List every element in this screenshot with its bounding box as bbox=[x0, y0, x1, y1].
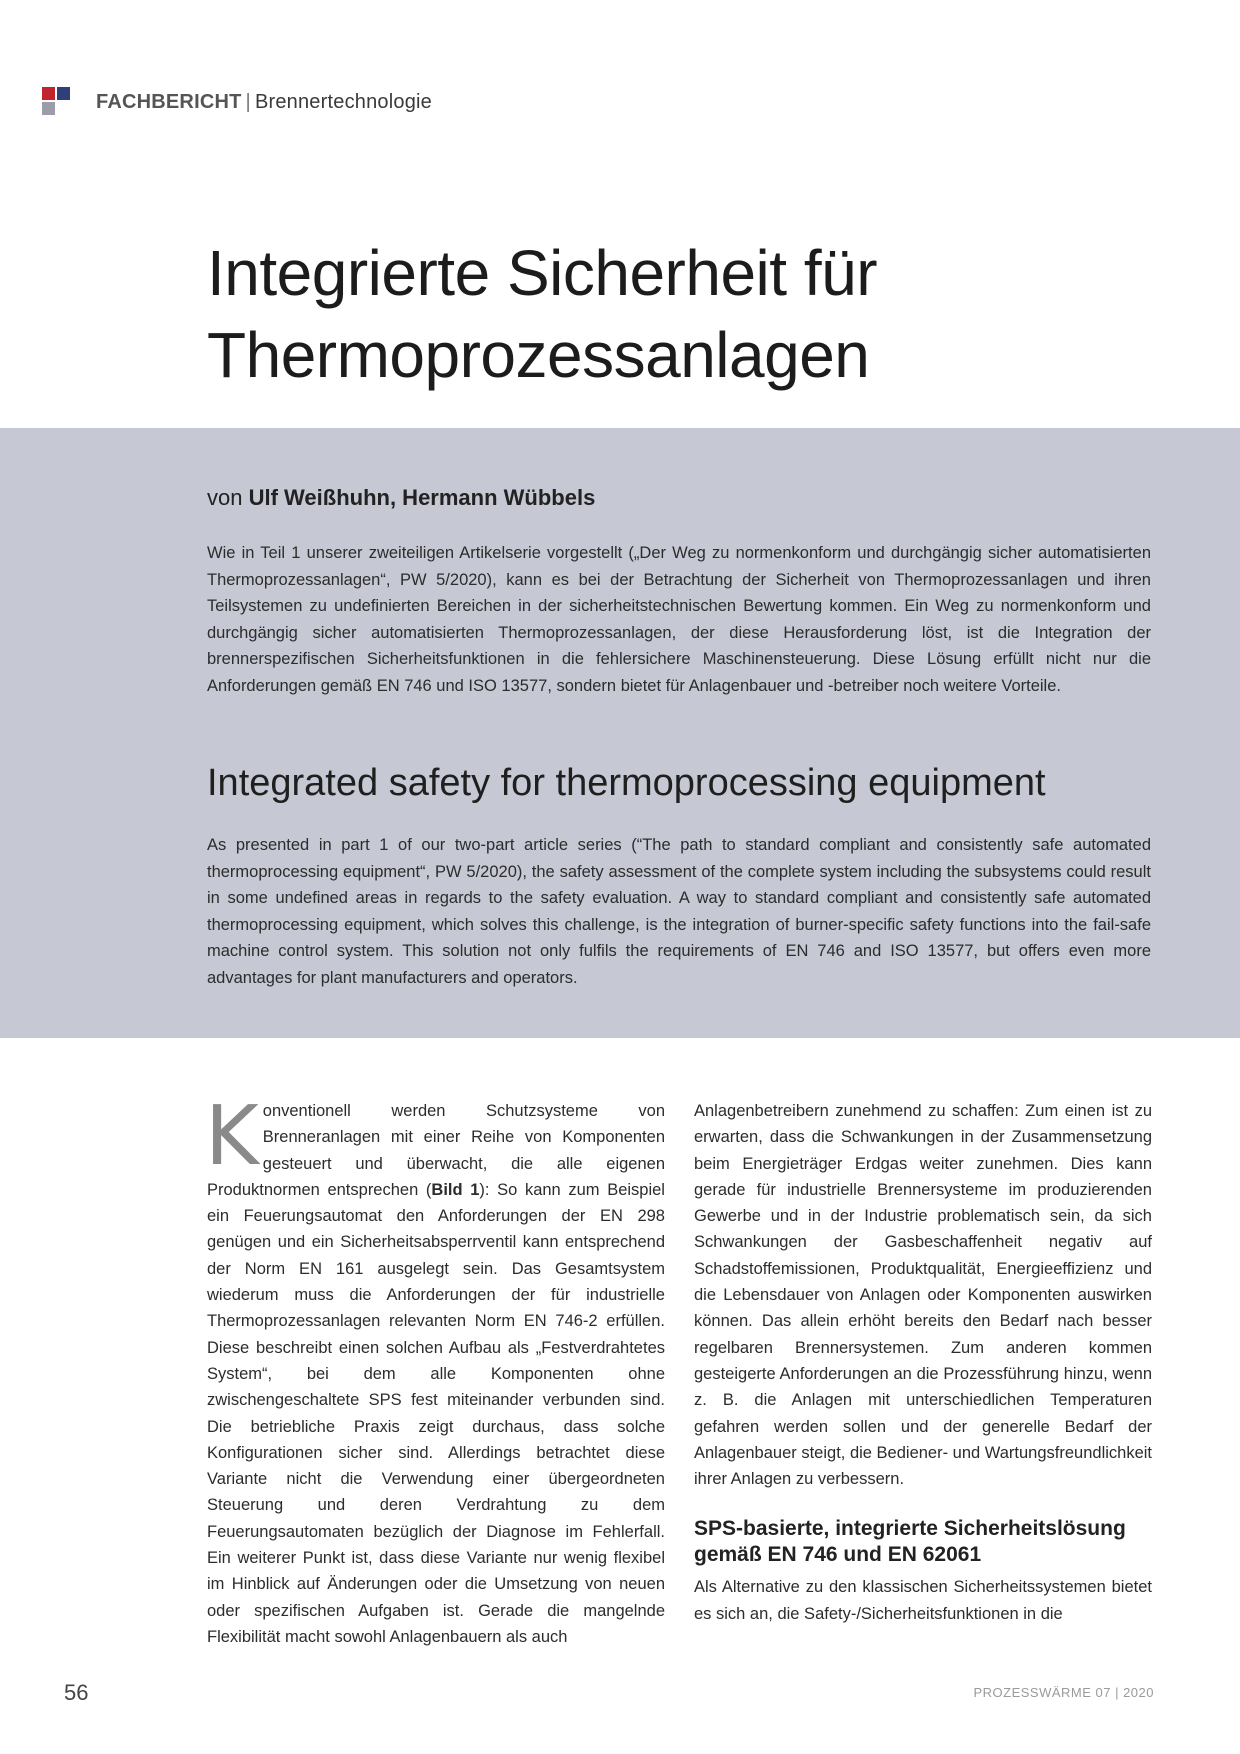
drop-cap: K bbox=[205, 1089, 259, 1184]
logo-red-square bbox=[42, 87, 55, 100]
footer-magazine-issue: PROZESSWÄRME 07 | 2020 bbox=[973, 1685, 1154, 1700]
section-topic: Brennertechnologie bbox=[254, 90, 432, 113]
body-paragraph-continued: Anlagenbetreibern zunehmend zu schaffen: Zum einen ist zu erwarten, dass die Schwankungen in der Zusammensetzung beim Energieträger Erdgas weiter zunehmen. Dies kann gerade für industrielle Brennersysteme im produzierenden Gewerbe und in der Industrie problematisch sein, da sich Schwankungen der Gasbeschaffenheit negativ auf Schadstoffemissionen, Produktqualität, Energieeffizienz und die Lebensdauer von Anlagen oder Komponenten auswirken können. Das allein erhöht bereits den Bedarf nach besser regelbaren Brennersystemen. Zum anderen kommen gesteigerte Anforderungen an die Prozessführung hinzu, wenn z. B. die Anlagen mit unterschiedlichen Temperaturen gefahren werden sollen und der generelle Bedarf der Anlagenbauer steigt, die Bediener- und Wartungsfreundlichkeit ihrer Anlagen zu verbessern. bbox=[694, 1102, 1153, 1489]
body-paragraph-intro bbox=[205, 1089, 665, 1650]
article-title-en: Integrated safety for thermoprocessing equipment bbox=[207, 762, 1046, 804]
page-number: 56 bbox=[64, 1680, 89, 1705]
authors-prefix: von bbox=[207, 485, 243, 510]
authors-names: Ulf Weißhuhn, Hermann Wübbels bbox=[248, 485, 596, 510]
body-column-left bbox=[205, 1089, 665, 1650]
body-column-right bbox=[694, 1098, 1152, 1627]
article-title-de: Integrierte Sicherheit für Thermoprozessanlagen bbox=[207, 237, 877, 391]
body-text-1: onventionell werden Schutzsysteme von Brenneranlagen mit einer Reihe von Komponenten gesteuert und überwacht, die alle eigenen Produktnormen entsprechen ( bbox=[207, 1102, 665, 1199]
section-category: FACHBERICHT bbox=[96, 90, 242, 113]
body-paragraph-alternative: Als Alternative zu den klassischen Sicherheitssystemen bietet es sich an, die Safety-/Sicherheitsfunktionen in die bbox=[694, 1578, 1152, 1623]
abstract-german: Wie in Teil 1 unserer zweiteiligen Artikelserie vorgestellt („Der Weg zu normenkonform und durchgängig sicher automatisierten Thermoprozessanlagen“, PW 5/2020), kann es bei der Betrachtung der Sicherheit von Thermoprozessanlagen und ihren Teilsystemen zu undefinierten Bereichen in der sicherheitstechnischen Bewertung kommen. Ein Weg zu normenkonform und durchgängig sicher automatisierten Thermoprozessanlagen, der diese Herausforderung löst, ist die Integration der brennerspezifischen Sicherheitsfunktionen in die fehlersichere Maschinensteuerung. Diese Lösung erfüllt nicht nur die Anforderungen gemäß EN 746 und ISO 13577, sondern bietet für Anlagenbauer und -betreiber noch weitere Vorteile. bbox=[207, 544, 1151, 695]
section-subheading: SPS-basierte, integrierte Sicherheitslösung gemäß EN 746 und EN 62061 bbox=[694, 1517, 1126, 1567]
body-text-2: ): So kann zum Beispiel ein Feuerungsautomat den Anforderungen der EN 298 genügen und ein Sicherheitsabsperrventil kann entsprechend der Norm EN 161 ausgelegt sein. Das Gesamtsystem wiederum muss die Anforderungen der für industrielle Thermoprozessanlagen relevanten Norm EN 746-2 erfüllen. Diese beschreibt einen solchen Aufbau als „Festverdrahtetes System“, bei dem alle Komponenten ohne zwischengeschaltete SPS fest miteinander verbunden sind. Die betriebliche Praxis zeigt durchaus, dass solche Konfigurationen sicher sind. Allerdings betrachtet diese Variante nicht die Verwendung einer übergeordneten Steuerung und deren Verdrahtung zu dem Feuerungsautomaten bezüglich der Diagnose im Fehlerfall. Ein weiterer Punkt ist, dass diese Variante nur wenig flexibel im Hinblick auf Änderungen oder die Umsetzung von neuen oder spezifischen Aufgaben ist. Gerade die mangelnde Flexibilität macht sowohl Anlagenbauern als auch bbox=[207, 1180, 665, 1646]
figure-reference: Bild 1 bbox=[431, 1180, 480, 1199]
article-authors bbox=[207, 485, 595, 511]
logo-blue-square bbox=[57, 87, 70, 100]
logo-grey-square bbox=[42, 102, 55, 115]
section-label bbox=[96, 91, 432, 114]
abstract-english: As presented in part 1 of our two-part article series (“The path to standard compliant and consistently safe automated thermoprocessing equipment“, PW 5/2020), the safety assessment of the complete system including the subsystems could result in some undefined areas in regards to the safety evaluation. A way to standard compliant and consistently safe automated thermoprocessing equipment, which solves this challenge, is the integration of burner-specific safety functions into the fail-safe machine control system. This solution not only fulfils the requirements of EN 746 and ISO 13577, but offers even more advantages for plant manufacturers and operators. bbox=[207, 836, 1151, 987]
page-header bbox=[42, 86, 432, 118]
magazine-logo-icon bbox=[42, 87, 72, 117]
section-separator: | bbox=[245, 90, 251, 113]
